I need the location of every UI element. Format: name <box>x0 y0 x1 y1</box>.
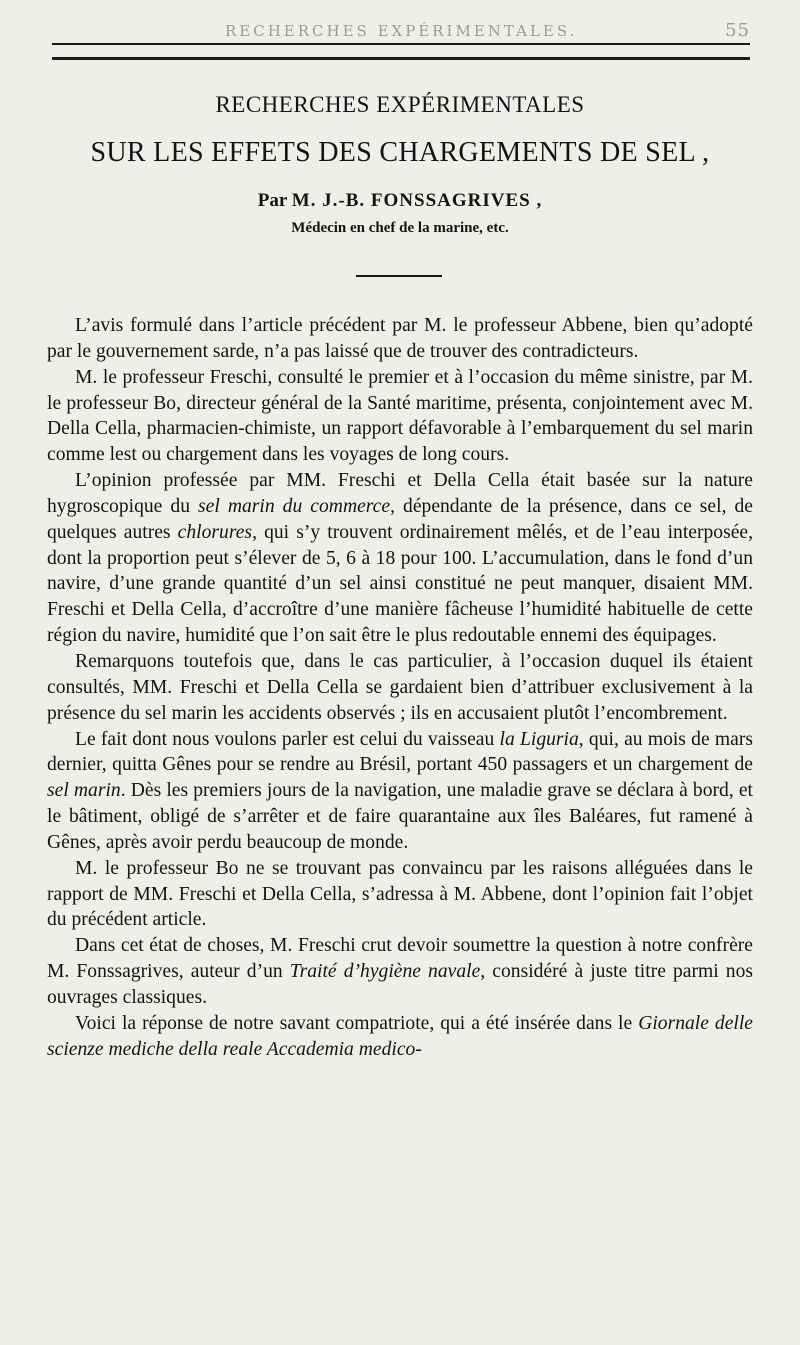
byline <box>0 190 800 212</box>
body-paragraph <box>47 649 753 727</box>
text-run: M. le professeur Freschi, consulté le premier et à l’occasion du même sinistre, par M. le professeur Bo, directeur général de la Santé maritime, présenta, conjointement avec M. Della Cella, pharmacien-chimiste, un rapport défavorable à l’embarquement du sel marin comme lest ou chargement dans les voyages de long cours. <box>47 366 753 466</box>
running-head-title: RECHERCHES EXPÉRIMENTALES. <box>225 22 578 40</box>
body-paragraph <box>47 365 753 468</box>
body-paragraph <box>47 727 753 856</box>
author-affiliation: Médecin en chef de la marine, etc. <box>291 220 509 236</box>
body-paragraph <box>47 933 753 1011</box>
text-run: Dans cet état de choses, M. Freschi crut devoir soumettre la question à notre confrère M. Fonssagrives, auteur d’un <box>47 935 753 983</box>
text-run: , qui, au mois de mars dernier, quitta Gênes pour se rendre au Brésil, portant 450 passagers et un chargement de <box>47 728 753 776</box>
body-paragraph <box>47 468 753 649</box>
text-run: L’avis formulé dans l’article précédent par M. le professeur Abbene, bien qu’adopté par le gouvernement sarde, n’a pas laissé que de trouver des contradicteurs. <box>47 315 753 362</box>
italic-text-run: la Liguria <box>499 728 579 750</box>
text-run: Voici la réponse de notre savant compatriote, qui a été insérée dans le <box>75 1012 639 1034</box>
body-paragraph <box>47 856 753 934</box>
running-head <box>20 20 780 44</box>
text-run: . Dès les premiers jours de la navigation, une maladie grave se déclara à bord, et le bâtiment, obligé de s’arrêter et de faire quarantaine aux îles Baléares, fut ramené à Gênes, après avoir perdu beaucoup de monde. <box>47 780 753 853</box>
article-title-line-1: RECHERCHES EXPÉRIMENTALES <box>215 92 585 117</box>
text-run: Le fait dont nous voulons parler est celui du vaisseau <box>75 728 500 750</box>
header-double-rule <box>52 43 750 60</box>
body-paragraph <box>47 1011 753 1063</box>
italic-text-run: sel marin du commerce <box>198 495 391 517</box>
page-number: 55 <box>725 20 750 41</box>
text-run: L’opinion professée par MM. Freschi et Della Cella était basée sur la nature hygroscopique du <box>47 470 753 517</box>
body-paragraph <box>47 313 753 365</box>
text-run: , qui s’y trouvent ordinairement mêlés, et de l’eau interposée, dont la proportion peut s’élever de 5, 6 à 18 pour 100. L’accumulation, dans le fond d’un navire, d’une grande quantité d’un sel ainsi constitué ne peut manquer, disaient MM. Freschi et Della Cella, d’accroître d’une manière fâcheuse l’humidité habituelle de cette région du navire, humidité que l’on sait être le plus redoutable ennemi des équipages. <box>47 521 753 647</box>
text-run: , dépendante de la présence, dans ce sel, de quelques autres <box>47 495 753 543</box>
text-run: , considéré à juste titre parmi nos ouvrages classiques. <box>47 961 753 1008</box>
byline-author: M. J.-B. FONSSAGRIVES , <box>291 190 543 211</box>
italic-text-run: chlorures <box>177 521 253 543</box>
byline-prefix: Par <box>257 190 287 211</box>
italic-text-run: sel marin <box>47 780 121 802</box>
italic-text-run: Giornale delle scienze mediche della reale Accademia medico- <box>47 1012 753 1060</box>
section-divider <box>356 275 442 277</box>
article-body <box>47 313 753 1062</box>
italic-text-run: Traité d’hygiène navale <box>289 961 481 983</box>
text-run: M. le professeur Bo ne se trouvant pas convaincu par les raisons alléguées dans le rapport de MM. Freschi et Della Cella, s’adressa à M. Abbene, dont l’opinion fait l’objet du précédent article. <box>47 857 753 931</box>
article-title-line-2: SUR LES EFFETS DES CHARGEMENTS DE SEL , <box>90 137 710 168</box>
text-run: Remarquons toutefois que, dans le cas particulier, à l’occasion duquel ils étaient consultés, MM. Freschi et Della Cella se gardaient bien d’attribuer exclusivement à la présence du sel marin les accidents observés ; ils en accusaient plutôt l’encombrement. <box>47 650 753 724</box>
